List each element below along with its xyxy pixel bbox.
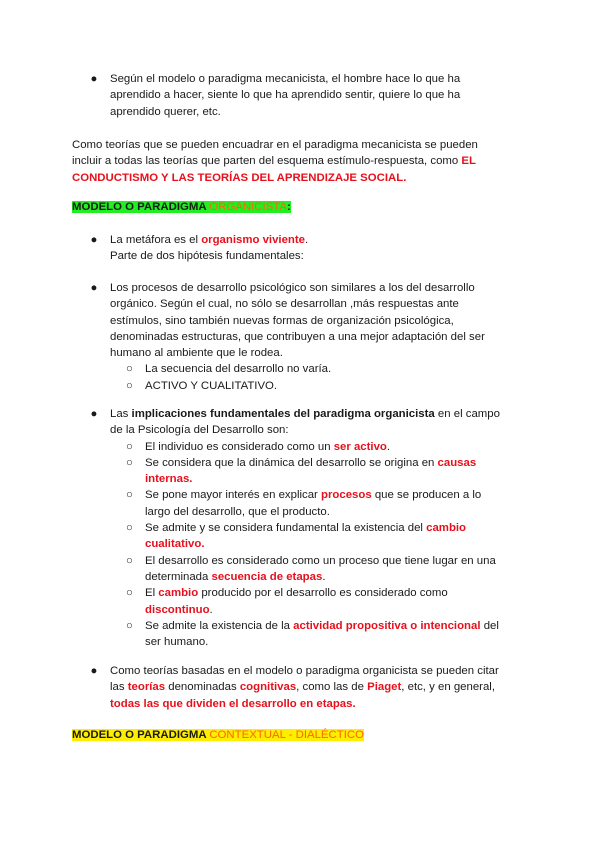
bullet-icon: ● bbox=[90, 408, 98, 420]
text-span: El individuo es considerado como un bbox=[145, 440, 334, 453]
text-span: , etc, y en general, bbox=[401, 681, 495, 694]
text-span: Las bbox=[110, 408, 132, 420]
text-span: El bbox=[145, 587, 159, 600]
text-span: largo del desarrollo, que el producto. bbox=[145, 505, 330, 518]
sub-list bbox=[126, 439, 500, 651]
metafora-bullet-item bbox=[90, 232, 309, 265]
text-line: Como teorías basadas en el modelo o paradigma organicista se pueden citar bbox=[110, 665, 499, 677]
bullet-icon: ● bbox=[90, 73, 98, 85]
heading-contextual bbox=[72, 727, 364, 743]
text-span: La metáfora es el bbox=[110, 234, 202, 246]
heading-part: : bbox=[286, 201, 291, 213]
highlight-term: cualitativo. bbox=[145, 538, 205, 551]
text-line bbox=[110, 679, 499, 695]
text-line: humano al ambiente que le rodea. bbox=[110, 347, 283, 360]
bullet-icon: ● bbox=[90, 234, 98, 246]
highlight-term: ser activo bbox=[333, 440, 387, 453]
highlight-term: procesos bbox=[321, 489, 372, 502]
teorias-bullet-item bbox=[90, 663, 499, 712]
sub-list-item bbox=[126, 585, 500, 618]
procesos-bullet-item bbox=[90, 280, 485, 394]
sub-list-item bbox=[126, 378, 485, 394]
text-span: determinada bbox=[145, 570, 212, 583]
text-line: Parte de dos hipótesis fundamentales: bbox=[110, 250, 304, 263]
text-line: aprendido a hacer, siente lo que ha aprendido sentir, quiere lo que ha bbox=[110, 89, 461, 102]
sub-list-item bbox=[126, 439, 500, 455]
circle-bullet-icon: ○ bbox=[126, 522, 133, 535]
circle-bullet-icon: ○ bbox=[126, 619, 133, 632]
circle-bullet-icon: ○ bbox=[126, 554, 133, 567]
sub-list-item bbox=[126, 553, 500, 586]
text-span: . bbox=[305, 234, 309, 246]
text-span: las bbox=[110, 681, 128, 694]
text-span: Se considera que la dinámica del desarrollo se origina en bbox=[145, 456, 438, 469]
sub-list-item bbox=[126, 618, 500, 651]
highlight-term: teorías bbox=[127, 681, 166, 694]
heading-text bbox=[72, 201, 291, 213]
highlight-term: Piaget bbox=[367, 681, 402, 694]
text-line bbox=[110, 406, 500, 422]
text-span: ser humano. bbox=[145, 636, 209, 649]
text-span: Se admite la existencia de la bbox=[145, 619, 294, 632]
bullet-icon: ● bbox=[90, 282, 98, 294]
highlight-term: actividad propositiva o intencional bbox=[293, 619, 481, 632]
text-span: denominadas bbox=[165, 681, 240, 694]
text-span: Se pone mayor interés en explicar bbox=[145, 489, 322, 502]
text-span: que se producen a lo bbox=[371, 489, 482, 502]
highlight-term: CONDUCTISMO Y LAS TEORÍAS DEL APRENDIZAJE SOCIAL. bbox=[72, 171, 407, 184]
text-line: aprendido querer, etc. bbox=[110, 105, 221, 118]
highlight-term: internas. bbox=[145, 473, 193, 486]
highlight-term: discontinuo bbox=[145, 603, 210, 616]
text-span: ACTIVO Y CUALITATIVO. bbox=[145, 379, 278, 392]
text-span: . bbox=[386, 440, 391, 453]
highlight-term: EL bbox=[461, 155, 476, 168]
sub-list-item bbox=[126, 455, 500, 488]
text-line: orgánico. Según el cual, no sólo se desarrollan ,más respuestas ante bbox=[110, 298, 459, 311]
circle-bullet-icon: ○ bbox=[126, 456, 133, 469]
heading-accent: ORGANICISTA bbox=[209, 201, 287, 213]
highlight-term: todas las que dividen el desarrollo en etapas. bbox=[110, 697, 356, 710]
highlight-term: secuencia de etapas bbox=[211, 570, 323, 583]
intro-paragraph bbox=[72, 137, 478, 186]
text-span: . bbox=[209, 603, 213, 616]
heading-organicista bbox=[72, 199, 291, 215]
heading-accent: CONTEXTUAL - DIALÉCTICO bbox=[209, 729, 364, 741]
highlight-term: cambio bbox=[158, 587, 199, 600]
text-span: Se admite y se considera fundamental la existencia del bbox=[145, 522, 427, 535]
heading-text bbox=[72, 729, 364, 741]
bullet-icon: ● bbox=[90, 665, 98, 677]
text-span: en el campo bbox=[434, 408, 500, 420]
text-line bbox=[110, 232, 308, 248]
highlight-term: cognitivas bbox=[239, 681, 297, 694]
highlight-term: causas bbox=[437, 456, 477, 469]
sub-list-item bbox=[126, 520, 500, 553]
bold-term: implicaciones fundamentales del paradigma organicista bbox=[131, 408, 435, 420]
text-line: denominadas estructuras, que contribuyen a una mejor adaptación del ser bbox=[110, 330, 485, 343]
text-span: incluir a todas las teorías que parten del esquema estímulo-respuesta, como bbox=[72, 155, 462, 168]
text-span: , como las de bbox=[296, 681, 368, 694]
sub-list-item bbox=[126, 487, 500, 520]
text-line bbox=[72, 153, 478, 169]
circle-bullet-icon: ○ bbox=[126, 440, 133, 453]
circle-bullet-icon: ○ bbox=[126, 379, 133, 392]
text-line: de la Psicología del Desarrollo son: bbox=[110, 424, 289, 437]
text-line: Los procesos de desarrollo psicológico son similares a los del desarrollo bbox=[110, 282, 475, 294]
heading-part: MODELO O PARADIGMA bbox=[72, 729, 210, 741]
text-line: estímulos, sino también nuevas formas de organización psicológica, bbox=[110, 314, 454, 327]
circle-bullet-icon: ○ bbox=[126, 587, 133, 600]
implicaciones-bullet-item bbox=[90, 406, 500, 650]
text-line: Como teorías que se pueden encuadrar en el paradigma mecanicista se pueden bbox=[72, 139, 478, 151]
circle-bullet-icon: ○ bbox=[126, 489, 133, 502]
highlight-term: cambio bbox=[426, 522, 467, 535]
circle-bullet-icon: ○ bbox=[126, 363, 133, 376]
sub-list-item bbox=[126, 361, 485, 377]
highlight-term: organismo viviente bbox=[201, 234, 305, 246]
text-span: La secuencia del desarrollo no varía. bbox=[145, 363, 332, 376]
intro-bullet-item bbox=[90, 71, 461, 120]
text-line: Según el modelo o paradigma mecanicista, el hombre hace lo que ha bbox=[110, 73, 461, 85]
text-span: El desarrollo es considerado como un proceso que tiene lugar en una bbox=[145, 554, 496, 567]
text-span: . bbox=[322, 570, 326, 583]
text-span: producido por el desarrollo es considerado como bbox=[198, 587, 448, 600]
text-span: del bbox=[480, 619, 499, 632]
heading-part: MODELO O PARADIGMA bbox=[72, 201, 210, 213]
